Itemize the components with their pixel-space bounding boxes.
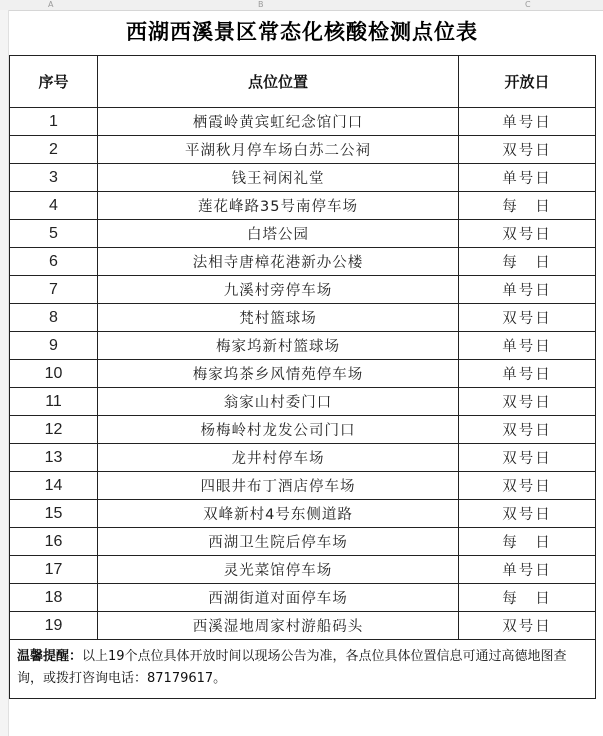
cell-open-days[interactable]: 每 日: [459, 584, 596, 612]
cell-index[interactable]: 14: [10, 472, 98, 500]
page-title: 西湖西溪景区常态化核酸检测点位表: [126, 20, 478, 44]
table-row: [10, 192, 596, 220]
cell-location[interactable]: 平湖秋月停车场白苏二公祠: [98, 136, 459, 164]
cell-location[interactable]: 龙井村停车场: [98, 444, 459, 472]
table-row: [10, 136, 596, 164]
table-row: [10, 388, 596, 416]
column-header-a[interactable]: A: [48, 0, 54, 9]
cell-location[interactable]: 灵光菜馆停车场: [98, 556, 459, 584]
cell-location[interactable]: 莲花峰路35号南停车场: [98, 192, 459, 220]
cell-location[interactable]: 翁家山村委门口: [98, 388, 459, 416]
cell-location[interactable]: 梅家坞茶乡风情苑停车场: [98, 360, 459, 388]
cell-location[interactable]: 杨梅岭村龙发公司门口: [98, 416, 459, 444]
table-row: [10, 304, 596, 332]
cell-location[interactable]: 栖霞岭黄宾虹纪念馆门口: [98, 108, 459, 136]
table-row: [10, 276, 596, 304]
cell-location[interactable]: 双峰新村4号东侧道路: [98, 500, 459, 528]
table-header-row: [10, 56, 596, 108]
table-row: [10, 528, 596, 556]
cell-location[interactable]: 西湖街道对面停车场: [98, 584, 459, 612]
sheet: [9, 10, 595, 699]
cell-open-days[interactable]: 双号日: [459, 416, 596, 444]
reminder-text: 以上19个点位具体开放时间以现场公告为准，各点位具体位置信息可通过高德地图查询，或拨打咨询电话：87179617。: [17, 649, 567, 686]
cell-index[interactable]: 8: [10, 304, 98, 332]
table-row: [10, 500, 596, 528]
cell-location[interactable]: 梵村篮球场: [98, 304, 459, 332]
table-row: [10, 360, 596, 388]
cell-location[interactable]: 西湖卫生院后停车场: [98, 528, 459, 556]
table-row: [10, 556, 596, 584]
table-row: [10, 416, 596, 444]
cell-index[interactable]: 2: [10, 136, 98, 164]
cell-location[interactable]: 白塔公园: [98, 220, 459, 248]
cell-index[interactable]: 3: [10, 164, 98, 192]
cell-index[interactable]: 17: [10, 556, 98, 584]
cell-open-days[interactable]: 双号日: [459, 612, 596, 640]
cell-index[interactable]: 15: [10, 500, 98, 528]
test-site-table: [9, 55, 596, 640]
cell-index[interactable]: 18: [10, 584, 98, 612]
cell-index[interactable]: 12: [10, 416, 98, 444]
cell-index[interactable]: 10: [10, 360, 98, 388]
cell-index[interactable]: 4: [10, 192, 98, 220]
cell-index[interactable]: 5: [10, 220, 98, 248]
cell-open-days[interactable]: 单号日: [459, 164, 596, 192]
cell-index[interactable]: 13: [10, 444, 98, 472]
cell-open-days[interactable]: 双号日: [459, 304, 596, 332]
cell-open-days[interactable]: 单号日: [459, 276, 596, 304]
cell-open-days[interactable]: 单号日: [459, 108, 596, 136]
column-header-b[interactable]: B: [258, 0, 264, 9]
header-location[interactable]: 点位位置: [98, 56, 459, 108]
table-body: [10, 108, 596, 640]
cell-location[interactable]: 梅家坞新村篮球场: [98, 332, 459, 360]
cell-index[interactable]: 9: [10, 332, 98, 360]
table-row: [10, 444, 596, 472]
cell-index[interactable]: 7: [10, 276, 98, 304]
cell-index[interactable]: 6: [10, 248, 98, 276]
cell-open-days[interactable]: 每 日: [459, 528, 596, 556]
cell-index[interactable]: 19: [10, 612, 98, 640]
cell-open-days[interactable]: 单号日: [459, 332, 596, 360]
cell-open-days[interactable]: 双号日: [459, 220, 596, 248]
cell-index[interactable]: 1: [10, 108, 98, 136]
cell-index[interactable]: 16: [10, 528, 98, 556]
reminder-note[interactable]: [9, 640, 596, 699]
cell-location[interactable]: 钱王祠闲礼堂: [98, 164, 459, 192]
header-open-days[interactable]: 开放日: [459, 56, 596, 108]
header-index[interactable]: 序号: [10, 56, 98, 108]
column-header-c[interactable]: C: [525, 0, 531, 9]
table-row: [10, 164, 596, 192]
cell-open-days[interactable]: 双号日: [459, 444, 596, 472]
cell-open-days[interactable]: 双号日: [459, 136, 596, 164]
table-row: [10, 220, 596, 248]
cell-location[interactable]: 九溪村旁停车场: [98, 276, 459, 304]
cell-open-days[interactable]: 每 日: [459, 248, 596, 276]
table-row: [10, 584, 596, 612]
table-row: [10, 472, 596, 500]
cell-index[interactable]: 11: [10, 388, 98, 416]
table-row: [10, 332, 596, 360]
table-row: [10, 612, 596, 640]
table-row: [10, 108, 596, 136]
table-row: [10, 248, 596, 276]
cell-open-days[interactable]: 每 日: [459, 192, 596, 220]
row-gutter: [0, 10, 9, 736]
cell-location[interactable]: 西溪湿地周家村游船码头: [98, 612, 459, 640]
reminder-label: 温馨提醒：: [17, 649, 83, 664]
cell-open-days[interactable]: 双号日: [459, 388, 596, 416]
cell-location[interactable]: 法相寺唐樟花港新办公楼: [98, 248, 459, 276]
cell-open-days[interactable]: 双号日: [459, 500, 596, 528]
cell-open-days[interactable]: 单号日: [459, 556, 596, 584]
cell-open-days[interactable]: 双号日: [459, 472, 596, 500]
cell-location[interactable]: 四眼井布丁酒店停车场: [98, 472, 459, 500]
cell-open-days[interactable]: 单号日: [459, 360, 596, 388]
